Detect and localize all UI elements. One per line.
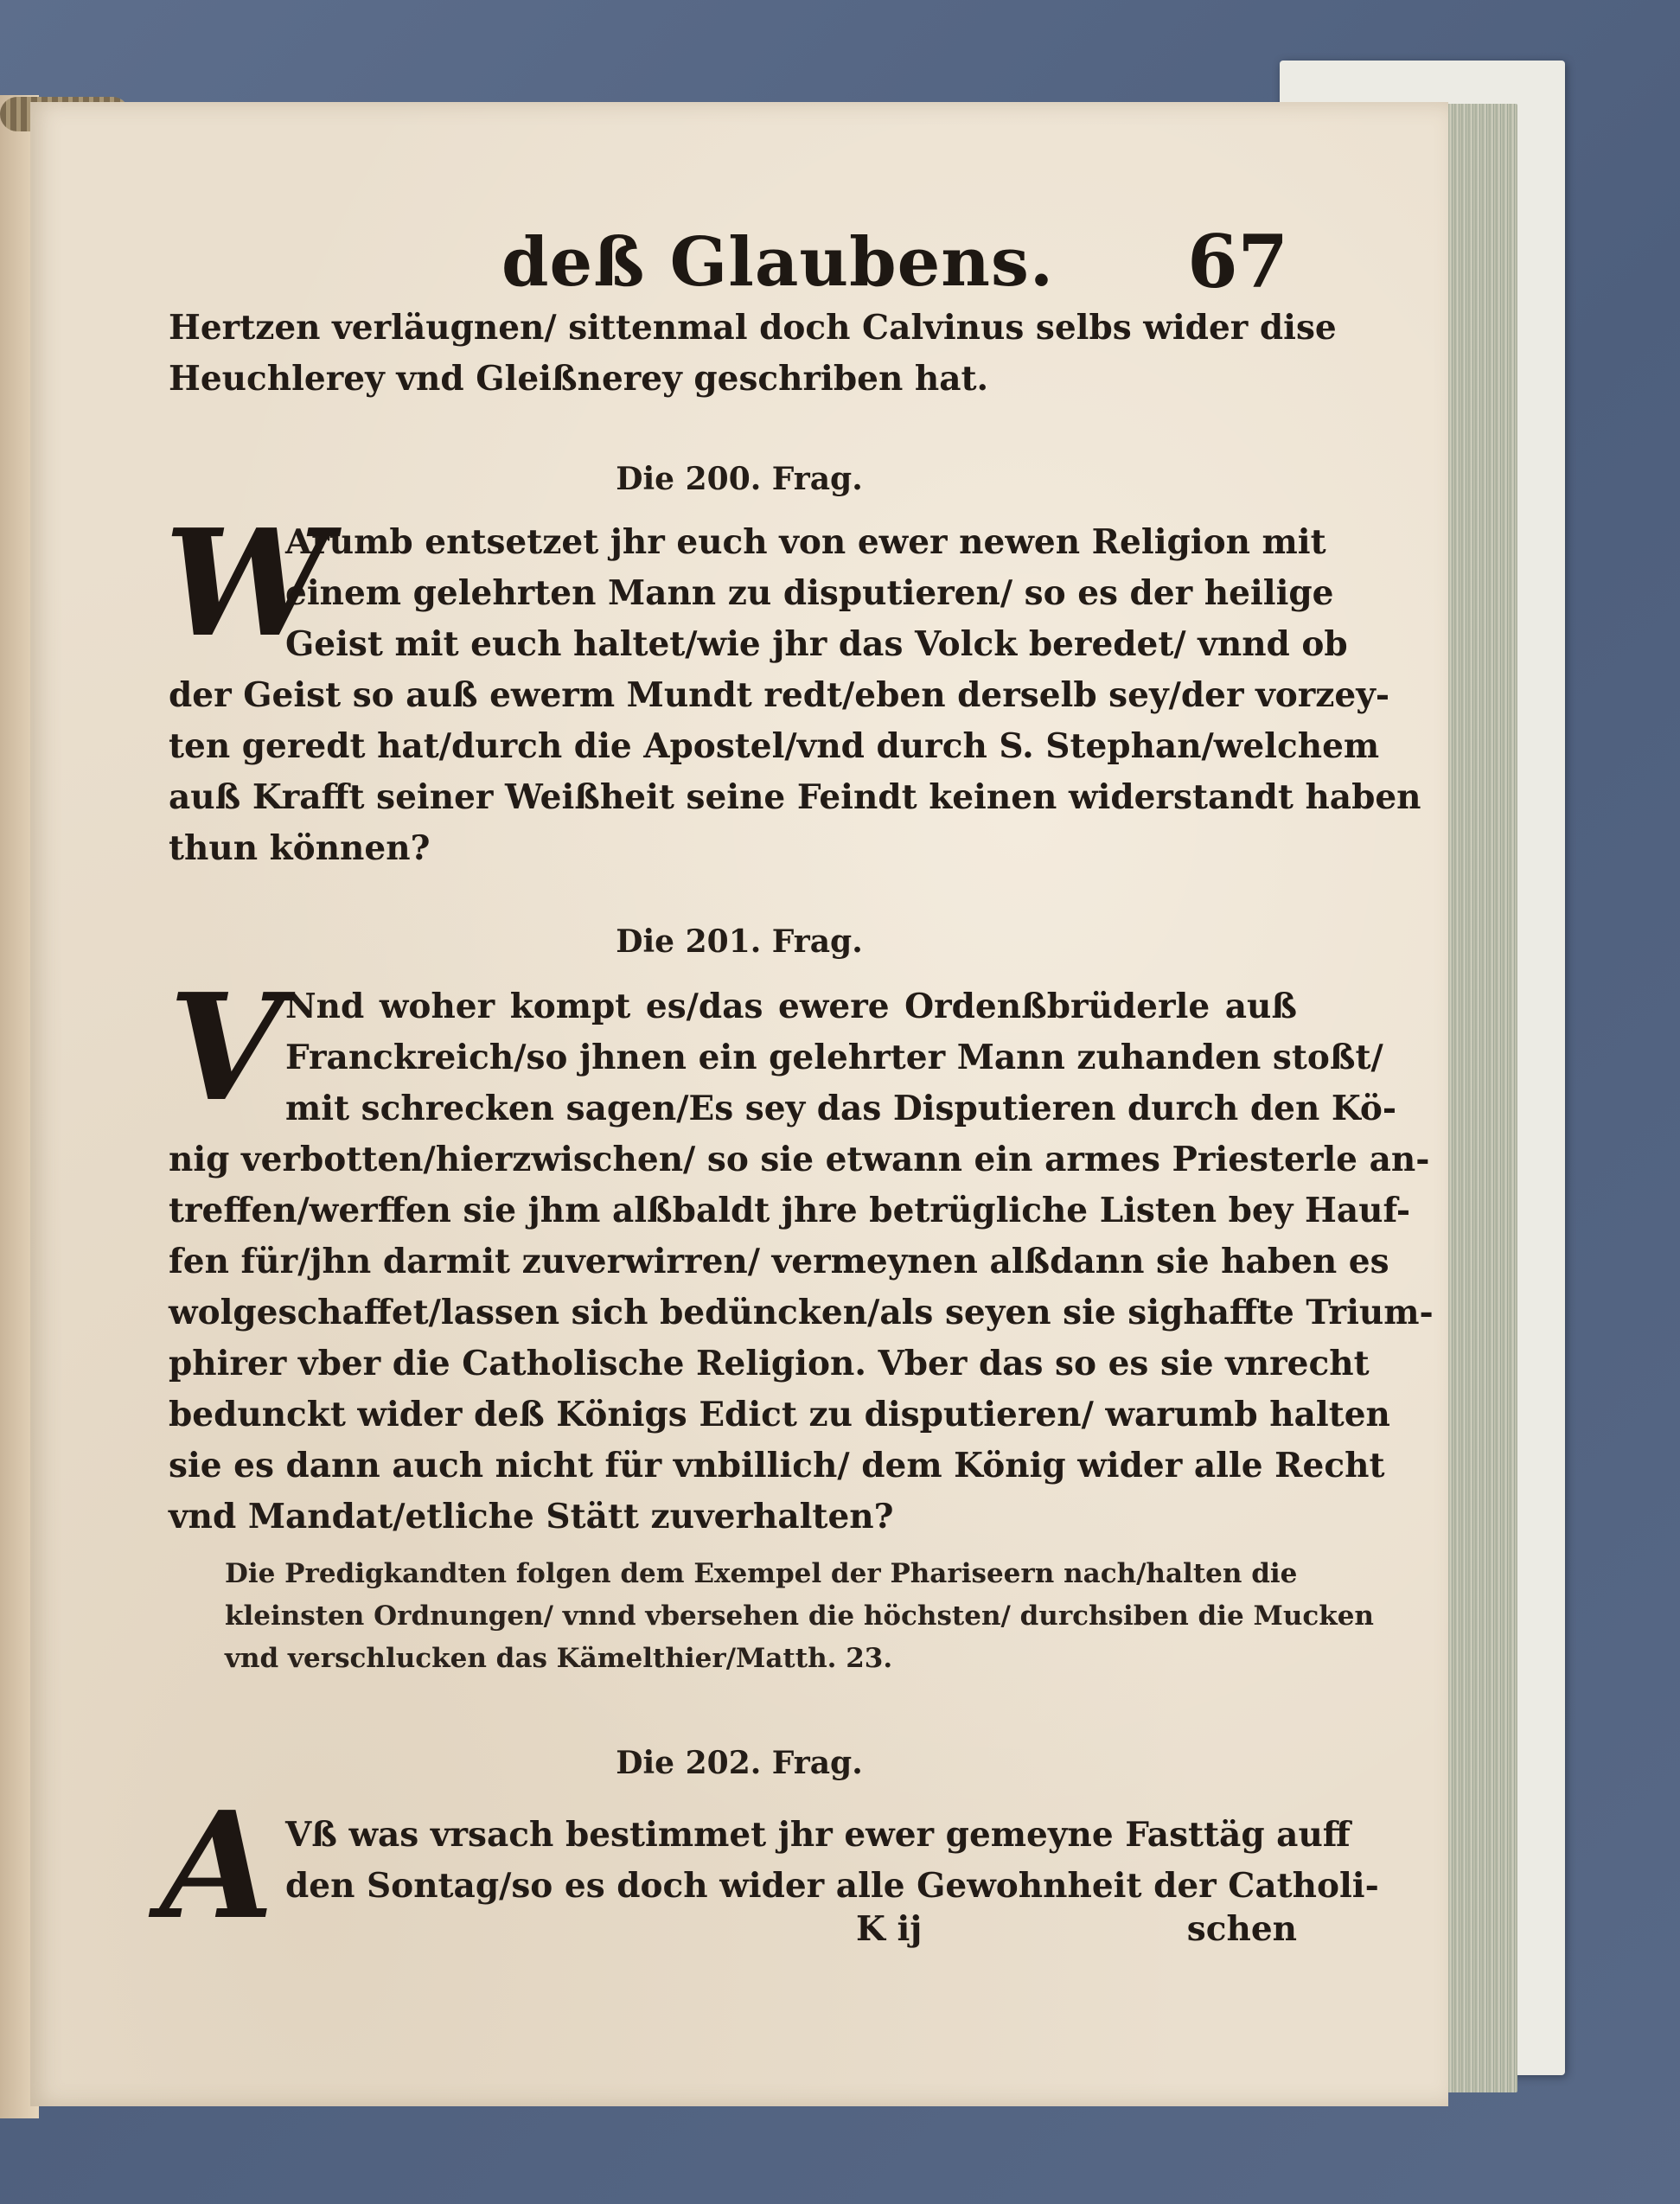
- note-line: Die Predigkandten folgen dem Exempel der Phariseern nach/halten die: [225, 1558, 1298, 1589]
- question-heading-202: Die 202. Frag.: [616, 1745, 863, 1781]
- text-line: der Geist so auß ewerm Mundt redt/eben derselb sey/der vorzey-: [169, 675, 1390, 715]
- text-line: sie es dann auch nicht für vnbillich/ dem König wider alle Recht: [169, 1446, 1385, 1485]
- page-number: 67: [1187, 219, 1288, 304]
- catchword: schen: [1186, 1909, 1297, 1949]
- text-line: auß Krafft seiner Weißheit seine Feindt keinen widerstandt haben: [169, 777, 1421, 817]
- text-line: Hertzen verläugnen/ sittenmal doch Calvinus selbs wider dise: [169, 308, 1337, 348]
- drop-cap: W: [164, 497, 329, 670]
- text-line: Franckreich/so jhnen ein gelehrter Mann zuhanden stoßt/: [285, 1038, 1383, 1077]
- running-title: deß Glaubens.: [501, 223, 1055, 302]
- page-footer: [169, 1909, 1297, 1961]
- signature-mark: K ij: [856, 1909, 923, 1949]
- text-line: treffen/werffen sie jhm alßbaldt jhre betrügliche Listen bey Hauf-: [169, 1191, 1411, 1230]
- text-line: nig verbotten/hierzwischen/ so sie etwann ein armes Priesterle an-: [169, 1140, 1430, 1179]
- question-heading-201: Die 201. Frag.: [616, 923, 863, 960]
- drop-cap: V: [169, 961, 283, 1134]
- text-line: Nnd woher kompt es/das ewere Ordenßbrüderle auß: [285, 987, 1297, 1026]
- text-line: ten geredt hat/durch die Apostel/vnd durch S. Stephan/welchem: [169, 726, 1380, 766]
- marginal-note: [225, 1553, 1374, 1680]
- question-heading-200: Die 200. Frag.: [616, 461, 863, 497]
- question-201-text: [169, 961, 1434, 1543]
- book-page: [30, 102, 1448, 2106]
- text-line: Vß was vrsach bestimmet jhr ewer gemeyne Fasttäg auff: [285, 1815, 1351, 1855]
- text-line: vnd Mandat/etliche Stätt zuverhalten?: [169, 1497, 894, 1536]
- drop-cap: A: [160, 1779, 274, 1952]
- question-200-text: [164, 497, 1421, 874]
- note-line: kleinsten Ordnungen/ vnnd vbersehen die höchsten/ durchsiben die Mucken: [225, 1600, 1374, 1632]
- text-line: fen für/jhn darmit zuverwirren/ vermeynen alßdann sie haben es: [169, 1242, 1389, 1281]
- text-line: Heuchlerey vnd Gleißnerey geschriben hat.: [169, 359, 989, 399]
- text-line: einem gelehrten Mann zu disputieren/ so es der heilige: [285, 573, 1334, 613]
- text-line: Arumb entsetzet jhr euch von ewer newen Religion mit: [285, 522, 1326, 562]
- text-line: Geist mit euch haltet/wie jhr das Volck beredet/ vnnd ob: [285, 624, 1348, 664]
- text-line: thun können?: [169, 828, 431, 868]
- text-line: mit schrecken sagen/Es sey das Disputieren durch den Kö-: [285, 1089, 1397, 1128]
- intro-text: [169, 303, 1337, 405]
- text-line: wolgeschaffet/lassen sich bedüncken/als seyen sie sighaffte Trium-: [169, 1293, 1434, 1332]
- text-line: den Sontag/so es doch wider alle Gewohnheit der Catholi-: [285, 1866, 1379, 1906]
- text-line: phirer vber die Catholische Religion. Vber das so es sie vnrecht: [169, 1344, 1370, 1383]
- text-line: bedunckt wider deß Königs Edict zu disputieren/ warumb halten: [169, 1395, 1390, 1434]
- note-line: vnd verschlucken das Kämelthier/Matth. 23.: [225, 1643, 893, 1674]
